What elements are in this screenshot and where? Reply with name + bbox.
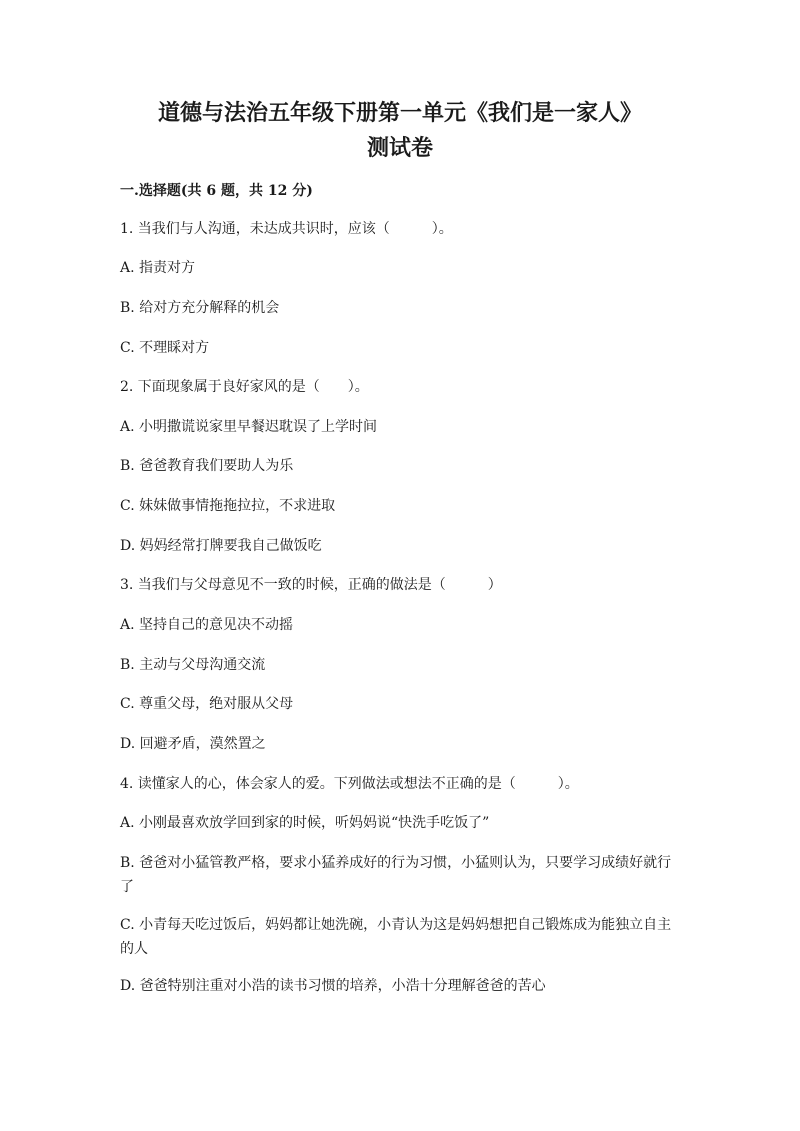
- question-2-option-a: A. 小明撒谎说家里早餐迟耽误了上学时间: [120, 419, 378, 435]
- section-heading: 一.选择题(共 6 题，共 12 分): [120, 183, 313, 199]
- question-3-stem: 3. 当我们与父母意见不一致的时候，正确的做法是（ ）: [120, 577, 502, 593]
- question-1-option-a: A. 指责对方: [120, 260, 196, 276]
- question-4-option-a: A. 小刚最喜欢放学回到家的时候，听妈妈说“快洗手吃饭了”: [120, 815, 490, 831]
- title-line-1: 道德与法治五年级下册第一单元《我们是一家人》: [157, 100, 642, 126]
- question-2-option-d: D. 妈妈经常打牌要我自己做饭吃: [120, 538, 322, 554]
- question-3-option-b: B. 主动与父母沟通交流: [120, 657, 266, 673]
- page-title: [0, 96, 800, 166]
- question-2-stem: 2. 下面现象属于良好家风的是（ ）。: [120, 379, 369, 395]
- question-3-option-c: C. 尊重父母，绝对服从父母: [120, 696, 294, 712]
- question-4-stem: 4. 读懂家人的心，体会家人的爱。下列做法或想法不正确的是（ ）。: [120, 776, 579, 792]
- question-1-option-b: B. 给对方充分解释的机会: [120, 300, 280, 316]
- question-3-option-d: D. 回避矛盾，漠然置之: [120, 736, 266, 752]
- question-3-option-a: A. 坚持自己的意见决不动摇: [120, 617, 294, 633]
- question-4-option-c: C. 小青每天吃过饭后，妈妈都让她洗碗，小青认为这是妈妈想把自己锻炼成为能独立自主的人: [120, 917, 672, 957]
- title-line-2: 测试卷: [366, 135, 433, 161]
- question-2-option-b: B. 爸爸教育我们要助人为乐: [120, 458, 294, 474]
- question-2-option-c: C. 妹妹做事情拖拖拉拉，不求进取: [120, 498, 336, 514]
- question-1-stem: 1. 当我们与人沟通，未达成共识时，应该（ ）。: [120, 221, 453, 237]
- question-4-option-d: D. 爸爸特别注重对小浩的读书习惯的培养，小浩十分理解爸爸的苦心: [120, 978, 546, 994]
- question-1-option-c: C. 不理睬对方: [120, 340, 210, 356]
- question-4-option-b: B. 爸爸对小猛管教严格，要求小猛养成好的行为习惯，小猛则认为，只要学习成绩好就行了: [120, 855, 672, 895]
